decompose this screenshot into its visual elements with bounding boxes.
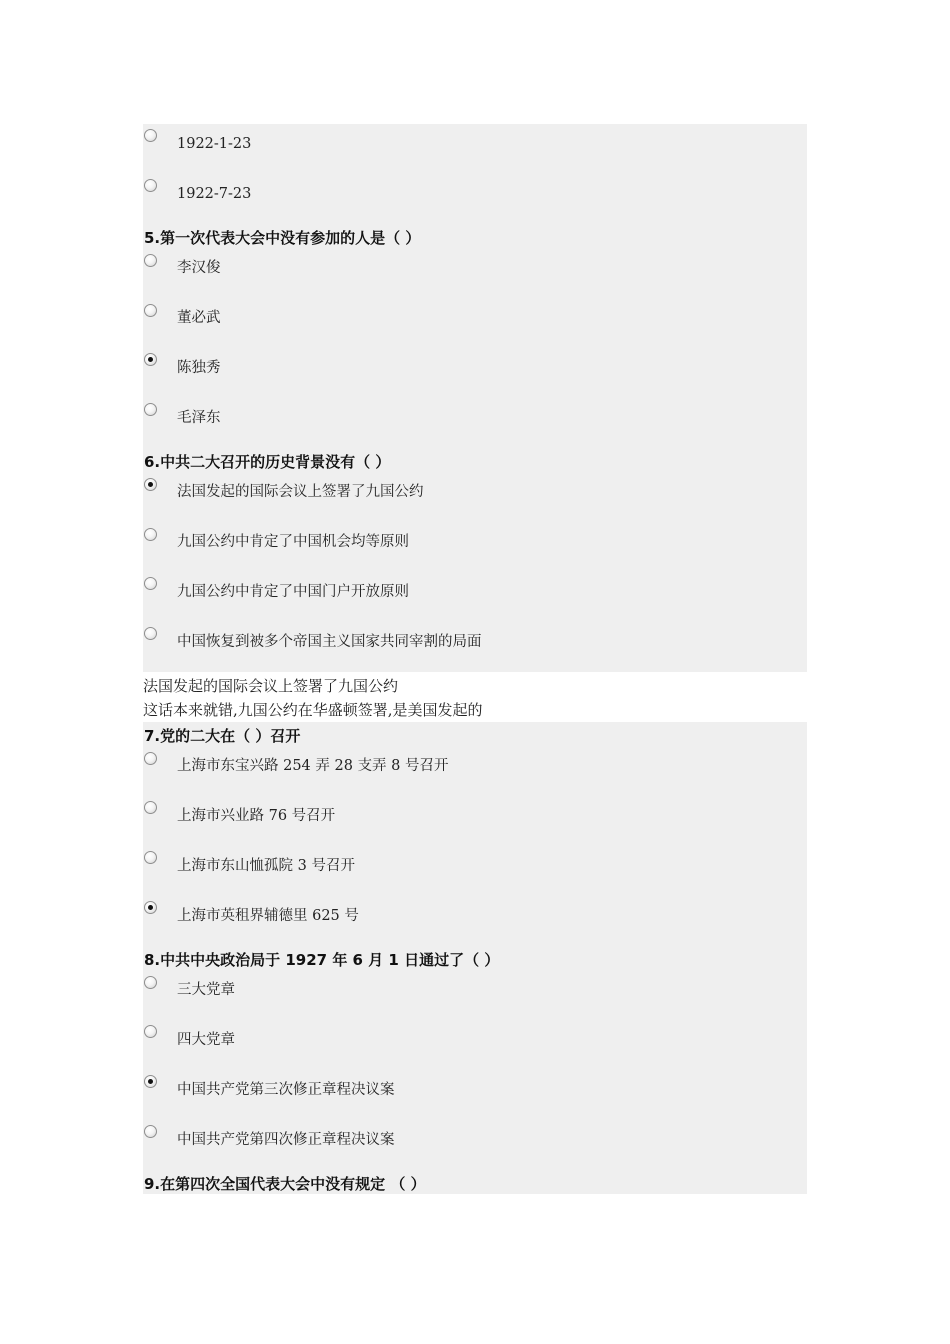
q5-option-2-radio[interactable]: [144, 304, 157, 317]
q4-option-2-label: 1922-7-23: [177, 186, 252, 202]
q6-option-4-label: 中国恢复到被多个帝国主义国家共同宰割的局面: [177, 634, 482, 650]
q6-option-3-label: 九国公约中肯定了中国门户开放原则: [177, 584, 409, 600]
q8-option-1-label: 三大党章: [177, 982, 235, 998]
q7-option-3-radio[interactable]: [144, 851, 157, 864]
q6-option-2-radio[interactable]: [144, 528, 157, 541]
q7-option-4-radio[interactable]: [144, 901, 157, 914]
q8-option-3-radio[interactable]: [144, 1075, 157, 1088]
q5-option-1-radio[interactable]: [144, 254, 157, 267]
q6-option-4-radio[interactable]: [144, 627, 157, 640]
q8-title: 8.中共中央政治局于 1927 年 6 月 1 日通过了（ ）: [144, 951, 500, 969]
q6-option-1-radio[interactable]: [144, 478, 157, 491]
q5-option-3-radio[interactable]: [144, 353, 157, 366]
q8-option-2-label: 四大党章: [177, 1032, 235, 1048]
q4-option-2-radio[interactable]: [144, 179, 157, 192]
q7-option-3-label: 上海市东山恤孤院 3 号召开: [177, 858, 355, 874]
q6-option-3-radio[interactable]: [144, 577, 157, 590]
q8-option-2-radio[interactable]: [144, 1025, 157, 1038]
q8-option-4-radio[interactable]: [144, 1125, 157, 1138]
q6-title: 6.中共二大召开的历史背景没有（ ）: [144, 453, 391, 471]
q5-option-4-label: 毛泽东: [177, 410, 221, 426]
q8-option-4-label: 中国共产党第四次修正章程决议案: [177, 1132, 395, 1148]
q6-option-1-label: 法国发起的国际会议上签署了九国公约: [177, 484, 424, 500]
q7-option-1-radio[interactable]: [144, 752, 157, 765]
q5-title: 5.第一次代表大会中没有参加的人是（ ）: [144, 229, 421, 247]
q9-title: 9.在第四次全国代表大会中没有规定 （ ）: [144, 1175, 426, 1193]
q7-option-2-radio[interactable]: [144, 801, 157, 814]
q4-option-1-radio[interactable]: [144, 129, 157, 142]
q8-option-1-radio[interactable]: [144, 976, 157, 989]
q5-option-4-radio[interactable]: [144, 403, 157, 416]
q7-title: 7.党的二大在（ ）召开: [144, 727, 301, 745]
q5-option-3-label: 陈独秀: [177, 360, 221, 376]
q6-note-line-1: 法国发起的国际会议上签署了九国公约: [143, 677, 399, 695]
q4-option-1-label: 1922-1-23: [177, 136, 252, 152]
q7-option-2-label: 上海市兴业路 76 号召开: [177, 808, 336, 824]
q8-option-3-label: 中国共产党第三次修正章程决议案: [177, 1082, 395, 1098]
q7-option-4-label: 上海市英租界辅德里 625 号: [177, 908, 359, 924]
q6-note-line-2: 这话本来就错,九国公约在华盛顿签署,是美国发起的: [143, 701, 483, 719]
q5-option-1-label: 李汉俊: [177, 260, 221, 276]
q6-option-2-label: 九国公约中肯定了中国机会均等原则: [177, 534, 409, 550]
q7-option-1-label: 上海市东宝兴路 254 弄 28 支弄 8 号召开: [177, 758, 449, 774]
q5-option-2-label: 董必武: [177, 310, 221, 326]
